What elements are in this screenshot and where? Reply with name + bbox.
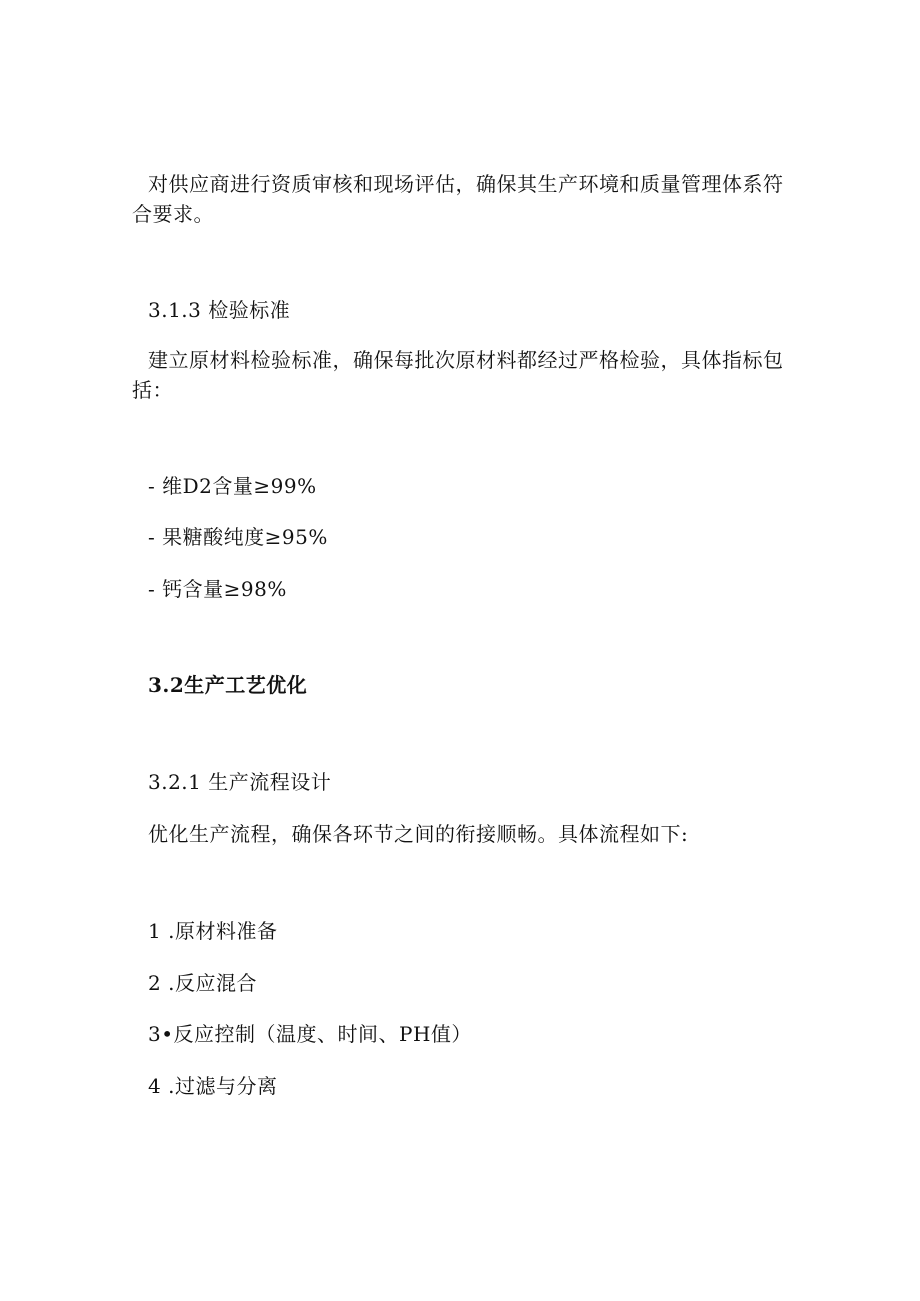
process-step: 3•反应控制（温度、时间、PH值）: [148, 1022, 472, 1046]
indicator-list-item: - 果糖酸纯度≥95%: [148, 525, 328, 549]
inspection-intro-line-2: 括：: [132, 378, 173, 402]
indicator-list-item: - 钙含量≥98%: [148, 577, 287, 601]
process-intro: 优化生产流程，确保各环节之间的衔接顺畅。具体流程如下:: [148, 822, 689, 846]
inspection-intro-line-1: 建立原材料检验标准，确保每批次原材料都经过严格检验，具体指标包: [148, 348, 784, 372]
supplier-paragraph-line-2: 合要求。: [132, 202, 214, 226]
section-3-2-1-heading: 3.2.1 生产流程设计: [148, 770, 332, 794]
indicator-list-item: - 维D2含量≥99%: [148, 474, 317, 498]
process-step: 1 .原材料准备: [148, 919, 278, 943]
process-step: 2 .反应混合: [148, 971, 257, 995]
supplier-paragraph-line-1: 对供应商进行资质审核和现场评估，确保其生产环境和质量管理体系符: [148, 172, 784, 196]
section-3-1-3-heading: 3.1.3 检验标准: [148, 298, 291, 322]
process-step: 4 .过滤与分离: [148, 1074, 278, 1098]
section-3-2-heading: 3.2生产工艺优化: [148, 673, 308, 697]
